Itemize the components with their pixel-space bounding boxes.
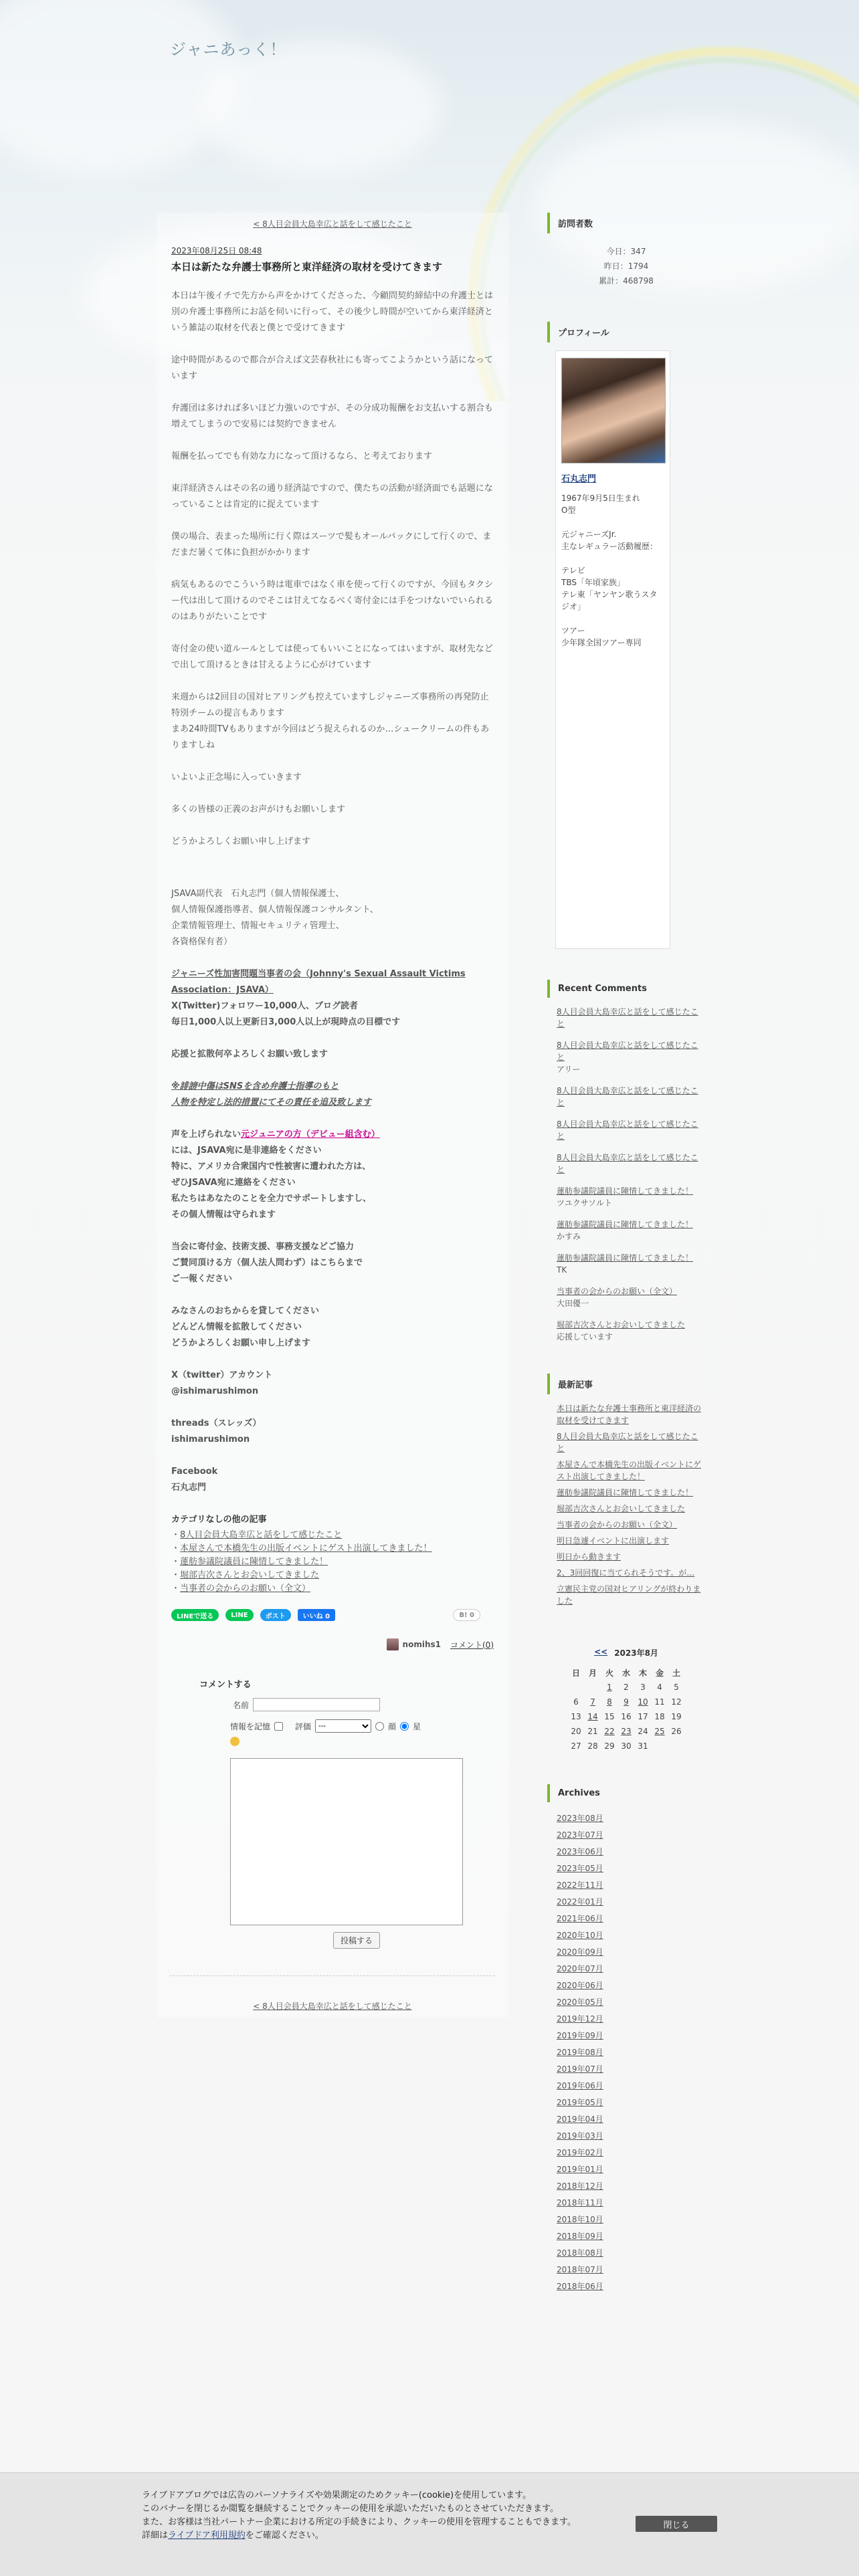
comment-textarea[interactable] [230, 1758, 463, 1925]
archive-link[interactable]: 2019年09月 [557, 2031, 603, 2040]
profile-widget [547, 322, 705, 949]
call-line-2: には、JSAVA宛に是非連絡をください [171, 1146, 322, 1156]
post-paragraph: 病気もあるのでこういう時は電車ではなく車を使って行くのですが、今回もタクシー代は出して頂けるのでそこは甘えてなるべく寄付金には手をつけないでいられるのはありがたいことです [171, 580, 494, 622]
calendar-day [668, 1739, 685, 1753]
article [157, 245, 508, 1949]
rating-select[interactable] [315, 1719, 371, 1733]
post-paragraph: いよいよ正念場に入っていきます [171, 772, 302, 782]
post-paragraph: 弁護団は多ければ多いほど力強いのですが、その分成功報酬をお支払いする割合も増えてしまうので安易には契約できません [171, 403, 494, 429]
calendar-day [652, 1739, 668, 1753]
calendar-day: 13 [571, 1712, 581, 1721]
calendar-day [568, 1680, 585, 1695]
archive-link[interactable]: 2019年06月 [557, 2081, 603, 2090]
recent-post-link[interactable]: 立憲民主党の国対ヒアリングが終わりました [557, 1584, 701, 1606]
sidebar [547, 213, 705, 2326]
calendar-day: 15 [604, 1712, 615, 1721]
archive-link[interactable]: 2019年07月 [557, 2064, 603, 2074]
calendar-weekday: 金 [655, 1668, 664, 1678]
face-label: 顔 [388, 1721, 397, 1731]
closing-text: みなさんのおちからを貸してください どんどん情報を拡散してください どうかよろしくお願い申し上げます [171, 1306, 320, 1348]
post-paragraph: 来週からは2回目の国対ヒアリングも控えていますしジャニーズ事務所の再発防止特別チームの提言もあります まあ24時間TVもありますが今回はどう捉えられるのか…シュークリームの件もありますしね [171, 692, 490, 750]
call-line-3: 特に、アメリカ合衆国内で性被害に遭われた方は、 [171, 1162, 371, 1172]
calendar-day: 12 [671, 1697, 682, 1707]
calendar-day[interactable]: 23 [621, 1727, 632, 1736]
calendar-weekday: 日 [571, 1668, 580, 1678]
call-line-5: 私たちはあなたのことを全力でサポートしますし、 その個人情報は守られます [171, 1194, 372, 1220]
recent-post-link[interactable]: 堀部吉次さんとお会いしてきました [557, 1504, 686, 1513]
recent-post-link[interactable]: 当事者の会からのお願い（全文） [557, 1520, 678, 1529]
tweet-button[interactable]: ポスト [260, 1609, 291, 1621]
archive-link[interactable]: 2019年02月 [557, 2148, 603, 2157]
recent-post-link[interactable]: 蓮舫参議院議員に陳情してきました！ [557, 1488, 694, 1497]
archive-link[interactable]: 2020年10月 [557, 1931, 603, 1940]
recent-post-link[interactable]: 本日は新たな弁護士事務所と東洋経済の取材を受けてきます [557, 1404, 702, 1425]
access-counter-widget [547, 213, 705, 291]
post-meta [171, 1638, 494, 1650]
calendar-weekday: 土 [672, 1668, 680, 1678]
archive-link[interactable]: 2018年06月 [557, 2282, 603, 2291]
remember-checkbox[interactable] [274, 1722, 283, 1731]
share-buttons [171, 1608, 494, 1622]
archives-widget [547, 1784, 705, 2295]
post-title: 本日は新たな弁護士事務所と東洋経済の取材を受けてきます [171, 261, 443, 273]
star-radio[interactable] [400, 1722, 409, 1731]
recent-comment-link[interactable]: 蓮舫参議院議員に陳情してきました！ [557, 1186, 694, 1196]
calendar-weekday: 月 [588, 1668, 597, 1678]
post-paragraph: 多くの皆様の正義のお声がけもお願いします [171, 804, 346, 815]
recent-comment-link[interactable]: 堀部吉次さんとお会いしてきました [557, 1320, 686, 1329]
category-article-link[interactable]: 8人目会員大島幸広と話をして感じたこと [180, 1530, 343, 1540]
archive-link[interactable]: 2022年01月 [557, 1897, 603, 1907]
x-handle: @ishimarushimon [171, 1386, 259, 1396]
divider [170, 1975, 495, 1976]
comment-form-title: コメントする [199, 1680, 252, 1690]
archive-link[interactable]: 2019年03月 [557, 2131, 603, 2141]
calendar-day[interactable]: 25 [654, 1727, 665, 1736]
calendar-day: 4 [657, 1683, 662, 1692]
line-share-button[interactable]: LINEで送る [171, 1609, 219, 1621]
archive-link[interactable]: 2021年06月 [557, 1914, 603, 1923]
org-name[interactable]: ジャニーズ性加害問題当事者の会（Johnny's Sexual Assault Victims Association：JSAVA） [171, 969, 466, 995]
archive-link[interactable]: 2023年05月 [557, 1864, 603, 1873]
facebook-label: Facebook [171, 1467, 218, 1477]
rating-label: 評価 [295, 1721, 312, 1731]
post-paragraph: どうかよろしくお願い申し上げます [171, 837, 311, 847]
archive-link[interactable]: 2018年08月 [557, 2248, 603, 2258]
recent-comment-link[interactable]: 当事者の会からのお願い（全文） [557, 1287, 678, 1296]
remember-label: 情報を記憶 [230, 1721, 271, 1731]
archive-link[interactable]: 2019年08月 [557, 2048, 603, 2057]
category-article-link[interactable]: 蓮舫参議院議員に陳情してきました！ [180, 1557, 328, 1567]
archives-title: Archives [547, 1784, 705, 1802]
archive-link[interactable]: 2019年12月 [557, 2014, 603, 2024]
calendar-widget [547, 1647, 705, 1753]
category-article-item: ・当事者の会からのお願い（全文） [171, 1584, 311, 1594]
prev-article-link-bottom[interactable]: < 8人目会員大島幸広と話をして感じたこと [253, 2002, 412, 2011]
submit-comment-button[interactable]: 投稿する [333, 1932, 380, 1949]
line-it-button[interactable]: LINE [225, 1609, 253, 1621]
access-total: 累計：468798 [599, 276, 654, 286]
calendar-day: 2 [624, 1683, 629, 1692]
access-today: 今日：347 [606, 247, 646, 256]
category-article-item: ・蓮舫参議院議員に陳情してきました！ [171, 1557, 328, 1567]
support-request: 応援と拡散何卒よろしくお願い致します [171, 1049, 328, 1059]
recent-comment-author: ツユクサソルト [557, 1198, 613, 1208]
recent-comment-link[interactable]: 8人目会員大島幸広と話をして感じたこと [557, 1119, 698, 1141]
calendar-day[interactable]: 9 [624, 1697, 629, 1707]
org-stats: X(Twitter)フォロワー10,000人、ブログ読者 毎日1,000人以上更新日3,000人以上が現時点の目標です [171, 1001, 401, 1027]
calendar-day: 30 [621, 1741, 632, 1751]
calendar-month: 2023年8月 [614, 1648, 658, 1658]
comment-form [171, 1677, 494, 1949]
calendar-day[interactable]: 1 [607, 1683, 612, 1692]
donate-text: 当会に寄付金、技術支援、事務支援などご協力 ご賛同頂ける方（個人法人問わず）はこちらまで ご一報ください [171, 1242, 363, 1284]
category-article-item: ・堀部吉次さんとお会いしてきました [171, 1570, 320, 1580]
calendar-weekday: 木 [638, 1668, 647, 1678]
legal-notice: ※誹謗中傷はSNSを含め弁護士指導のもと 人物を特定し法的措置にてその責任を追及致します [171, 1081, 372, 1107]
calendar-day: 26 [671, 1727, 682, 1736]
author-avatar-icon [387, 1638, 399, 1650]
name-input[interactable] [253, 1698, 380, 1711]
archive-link[interactable]: 2019年05月 [557, 2098, 603, 2107]
calendar-day: 18 [654, 1712, 665, 1721]
post-paragraph: 本日は午後イチで先方から声をかけてくださった、今顧問契約締結中の弁護士とは別の弁護士事務所にお話を伺いに行って、その後少し時間が空いてから東洋経済という雑誌の取材を代表と僕とで受けてきます [171, 291, 494, 333]
calendar-day: 27 [571, 1741, 581, 1751]
post-paragraph: 途中時間があるので都合が合えば文芸春秋社にも寄ってこようかという話になっています [171, 355, 494, 381]
calendar-day[interactable]: 14 [587, 1712, 598, 1721]
archive-link[interactable]: 2018年07月 [557, 2265, 603, 2274]
calendar-weekday: 火 [605, 1668, 613, 1678]
archive-link[interactable]: 2019年04月 [557, 2115, 603, 2124]
calendar-day: 21 [587, 1727, 598, 1736]
threads-handle: ishimarushimon [171, 1434, 250, 1444]
calendar-day: 20 [571, 1727, 581, 1736]
post-paragraph: 東洋経済さんはその名の通り経済誌ですので、僕たちの活動が経済面でも話題になっていることは肯定的に捉えています [171, 484, 493, 510]
archive-link[interactable]: 2018年11月 [557, 2198, 603, 2208]
archive-link[interactable]: 2023年07月 [557, 1830, 603, 1840]
category-article-item: ・8人目会員大島幸広と話をして感じたこと [171, 1530, 343, 1540]
post-paragraph: 僕の場合、表まった場所に行く際はスーツで髪もオールバックにして行くので、まだまだ暑くて体に負担がかかります [171, 532, 492, 558]
recent-post-link[interactable]: 本屋さんで本橋先生の出版イベントにゲスト出演してきました！ [557, 1460, 702, 1481]
calendar-day: 28 [587, 1741, 598, 1751]
recent-comment-author: 大田優一 [557, 1299, 589, 1308]
calendar-day: 19 [671, 1712, 682, 1721]
calendar-day: 11 [654, 1697, 665, 1707]
post-paragraph: 報酬を払ってでも有効な力になって頂けるなら、と考えております [171, 451, 433, 461]
calendar-day: 16 [621, 1712, 632, 1721]
archive-link[interactable]: 2019年01月 [557, 2165, 603, 2174]
facebook-like-button[interactable]: いいね 0 [298, 1609, 335, 1621]
x-label: X（twitter）アカウント [171, 1370, 273, 1380]
recent-post-link[interactable]: 2、3回回復に当てられそうです。が… [557, 1568, 695, 1578]
calendar-day: 6 [573, 1697, 579, 1707]
recent-comment-author: かすみ [557, 1232, 581, 1241]
calendar-day[interactable]: 22 [604, 1727, 615, 1736]
calendar-day: 24 [638, 1727, 648, 1736]
post-paragraphs [171, 288, 494, 850]
recent-comment-link[interactable]: 8人目会員大島幸広と話をして感じたこと [557, 1041, 698, 1062]
category-article-list [171, 1529, 494, 1596]
cookie-close-button[interactable]: 閉じる [636, 2516, 717, 2532]
calendar-table [568, 1665, 685, 1753]
recent-comments-widget [547, 980, 705, 1343]
prev-article-link-top[interactable]: < 8人目会員大島幸広と話をして感じたこと [253, 219, 412, 229]
post-body [171, 288, 494, 1496]
face-radio[interactable] [375, 1722, 384, 1731]
access-counter-title: 訪問者数 [547, 213, 705, 233]
profile-title: プロフィール [547, 322, 705, 342]
name-label: 名前 [233, 1700, 250, 1710]
calendar-weekday: 水 [622, 1668, 630, 1678]
recent-comment-link[interactable]: 8人目会員大島幸広と話をして感じたこと [557, 1007, 698, 1029]
calendar-day [585, 1680, 601, 1695]
calendar-day: 29 [604, 1741, 615, 1751]
access-yesterday: 昨日：1794 [603, 261, 649, 271]
archive-link[interactable]: 2020年09月 [557, 1947, 603, 1957]
archive-link[interactable]: 2020年05月 [557, 1998, 603, 2007]
calendar-prev-link[interactable]: << [594, 1647, 608, 1656]
cookie-text: ライブドアブログでは広告のパーソナライズや効果測定のためクッキー(cookie)を使用しています。 このバナーを閉じるか閲覧を継続することでクッキーの使用を承認いただいたものとさせていただきます。 また、お客様は当社パートナー企業における所定の手続きにより、クッキーの使用を管理することもできます。 詳細はライブドア利用規約をご確認ください。 [142, 2490, 576, 2541]
archive-link[interactable]: 2018年12月 [557, 2181, 603, 2191]
calendar-day: 17 [638, 1712, 648, 1721]
recent-comment-author: 応援しています [557, 1332, 613, 1341]
recent-post-link[interactable]: 明日から動きます [557, 1552, 622, 1562]
calendar-day[interactable]: 8 [607, 1697, 612, 1707]
call-line-4: ぜひJSAVA宛に連絡をください [171, 1178, 296, 1188]
archive-link[interactable]: 2020年07月 [557, 1964, 603, 1973]
call-line-1: 声を上げられない元ジュニアの方（デビュー組含む） [171, 1130, 380, 1140]
archive-link[interactable]: 2022年11月 [557, 1881, 603, 1890]
recent-post-link[interactable]: 8人目会員大島幸広と話をして感じたこと [557, 1432, 698, 1453]
recent-post-link[interactable]: 明日急遽イベントに出演します [557, 1536, 670, 1545]
category-article-item: ・本屋さんで本橋先生の出版イベントにゲスト出演してきました！ [171, 1543, 432, 1553]
calendar-day: 3 [640, 1683, 646, 1692]
recent-comments-title: Recent Comments [547, 980, 705, 998]
profile-avatar[interactable] [561, 358, 666, 463]
archive-link[interactable]: 2018年10月 [557, 2215, 603, 2224]
category-article-link[interactable]: 当事者の会からのお願い（全文） [180, 1584, 311, 1594]
category-heading: カテゴリなしの他の記事 [171, 1515, 267, 1525]
recent-posts-widget [547, 1374, 705, 1607]
archive-link[interactable]: 2020年06月 [557, 1981, 603, 1990]
main-column [157, 213, 508, 2018]
archive-link[interactable]: 2023年06月 [557, 1847, 603, 1856]
post-paragraph: 寄付金の使い道ルールとしては使ってもいいことになってはいますが、取材先などで出して頂けるときは甘えるように心がけています [171, 644, 493, 670]
recent-comment-link[interactable]: 蓮舫参議院議員に陳情してきました！ [557, 1253, 694, 1263]
recent-posts-title: 最新記事 [547, 1374, 705, 1394]
calendar-day: 5 [674, 1683, 679, 1692]
terms-link[interactable]: ライブドア利用規約 [168, 2531, 246, 2541]
category-article-link[interactable]: 堀部吉次さんとお会いしてきました [180, 1570, 320, 1580]
profile-text: 1967年9月5日生まれ O型 元ジャニーズJr. 主なレギュラー活動履歴： テレビ TBS「年頃家族」 テレ東「ヤンヤン歌うスタジオ」 ツアー 少年隊全国ツアー専同 [561, 494, 658, 647]
recent-comment-link[interactable]: 蓮舫参議院議員に陳情してきました！ [557, 1220, 694, 1229]
recent-comment-author: アリー [557, 1065, 581, 1074]
recent-comment-link[interactable]: 8人目会員大島幸広と話をして感じたこと [557, 1153, 698, 1174]
calendar-day[interactable]: 10 [638, 1697, 648, 1707]
recent-comment-link[interactable]: 8人目会員大島幸広と話をして感じたこと [557, 1086, 698, 1107]
calendar-day: 31 [638, 1741, 648, 1751]
archive-link[interactable]: 2023年08月 [557, 1814, 603, 1823]
recent-comment-author: TK [557, 1265, 567, 1275]
hatena-bookmark-button[interactable]: B! 0 [453, 1609, 480, 1621]
comments-link[interactable]: コメント(0) [450, 1640, 494, 1650]
cookie-banner [0, 2472, 859, 2576]
facebook-name: 石丸志門 [171, 1483, 207, 1493]
site-title[interactable]: ジャニあっく！ [170, 40, 287, 59]
category-article-link[interactable]: 本屋さんで本橋先生の出版イベントにゲスト出演してきました！ [180, 1543, 432, 1553]
star-label: 星 [413, 1721, 421, 1731]
archive-link[interactable]: 2018年09月 [557, 2232, 603, 2241]
profile-name[interactable]: 石丸志門 [561, 474, 597, 484]
post-author[interactable]: nomihs1 [387, 1638, 441, 1650]
threads-label: threads（スレッズ） [171, 1418, 262, 1428]
emoji-icon[interactable] [230, 1737, 240, 1746]
signature: JSAVA副代表 石丸志門（個人情報保護士、 個人情報保護指導者、個人情報保護コンサルタント、 企業情報管理士、情報セキュリティ管理士、 各資格保有者） [171, 889, 379, 947]
post-date[interactable]: 2023年08月25日 08:48 [171, 246, 262, 255]
calendar-day[interactable]: 7 [590, 1697, 595, 1707]
